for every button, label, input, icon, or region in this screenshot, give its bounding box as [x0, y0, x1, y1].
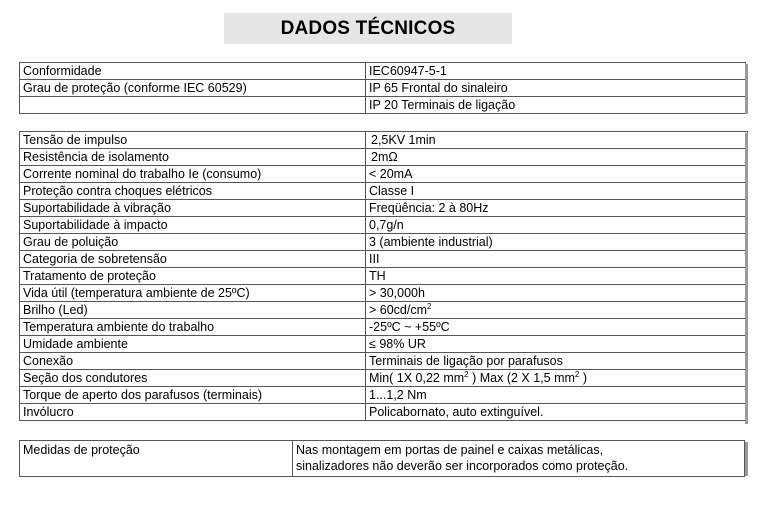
- table-row: [20, 251, 748, 268]
- section-max: ) Max (2 X 1,5 mm: [468, 371, 575, 385]
- table-row: [20, 387, 748, 404]
- table-row: [20, 97, 746, 114]
- row-value: Terminais de ligação por parafusos: [366, 353, 748, 370]
- row-label: Medidas de proteção: [20, 441, 293, 477]
- table-row: [20, 336, 748, 353]
- table-row: [20, 353, 748, 370]
- table-row: [20, 268, 748, 285]
- table-row: [20, 166, 748, 183]
- row-label: Tratamento de proteção: [20, 268, 366, 285]
- row-label: [20, 97, 366, 114]
- row-value: < 20mA: [366, 166, 748, 183]
- page-title: DADOS TÉCNICOS: [280, 17, 456, 39]
- table-row: [20, 132, 748, 149]
- row-label: Conexão: [20, 353, 366, 370]
- row-label: Grau de proteção (conforme IEC 60529): [20, 80, 366, 97]
- superscript: 2: [574, 370, 580, 379]
- row-label: Resistência de isolamento: [20, 149, 366, 166]
- table-row: [20, 285, 748, 302]
- row-label: Vida útil (temperatura ambiente de 25ºC): [20, 285, 366, 302]
- row-label: Suportabilidade à vibração: [20, 200, 366, 217]
- table-row: [20, 234, 748, 251]
- row-value: [366, 370, 748, 387]
- table-shadow: [745, 133, 748, 424]
- protection-line-1: Nas montagem em portas de painel e caixas metálicas,: [296, 443, 604, 457]
- protection-table: [19, 440, 745, 477]
- row-value: 2,5KV 1min: [366, 132, 748, 149]
- row-label: Proteção contra choques elétricos: [20, 183, 366, 200]
- row-value: [293, 441, 745, 477]
- table-row: [20, 80, 746, 97]
- title-banner: [224, 13, 512, 44]
- section-min: Min( 1X 0,22 mm: [369, 371, 465, 385]
- superscript: 2: [464, 370, 469, 379]
- row-value: -25ºC ~ +55ºC: [366, 319, 748, 336]
- protection-line-2: sinalizadores não deverão ser incorporados como proteção.: [296, 459, 629, 473]
- row-label: Brilho (Led): [20, 302, 366, 319]
- table-row: [20, 319, 748, 336]
- table-row: [20, 200, 748, 217]
- row-value: 3 (ambiente industrial): [366, 234, 748, 251]
- row-value: Classe I: [366, 183, 748, 200]
- row-label: Torque de aperto dos parafusos (terminais): [20, 387, 366, 404]
- row-value: Freqüência: 2 à 80Hz: [366, 200, 748, 217]
- table-shadow: [745, 442, 748, 476]
- table-row: [20, 63, 746, 80]
- table-row: [20, 183, 748, 200]
- row-label: Corrente nominal do trabalho Ie (consumo): [20, 166, 366, 183]
- row-label: Conformidade: [20, 63, 366, 80]
- row-value: ≤ 98% UR: [366, 336, 748, 353]
- row-label: Tensão de impulso: [20, 132, 366, 149]
- table-shadow: [745, 64, 748, 114]
- row-value: 0,7g/n: [366, 217, 748, 234]
- row-value: TH: [366, 268, 748, 285]
- row-value: IP 20 Terminais de ligação: [366, 97, 746, 114]
- row-label: Umidade ambiente: [20, 336, 366, 353]
- row-value: IEC60947-5-1: [366, 63, 746, 80]
- table-row: [20, 217, 748, 234]
- row-value: [366, 302, 748, 319]
- row-label: Seção dos condutores: [20, 370, 366, 387]
- superscript: 2: [427, 302, 432, 311]
- table-row: [20, 404, 748, 421]
- row-value: 1...1,2 Nm: [366, 387, 748, 404]
- row-label: Suportabilidade à impacto: [20, 217, 366, 234]
- row-label: Temperatura ambiente do trabalho: [20, 319, 366, 336]
- row-value: > 30,000h: [366, 285, 748, 302]
- row-value: III: [366, 251, 748, 268]
- row-value: Policabornato, auto extinguível.: [366, 404, 748, 421]
- row-value: 2mΩ: [366, 149, 748, 166]
- row-label: Invólucro: [20, 404, 366, 421]
- table-row: [20, 370, 748, 387]
- row-label: Categoria de sobretensão: [20, 251, 366, 268]
- row-value: IP 65 Frontal do sinaleiro: [366, 80, 746, 97]
- table-row: [20, 149, 748, 166]
- brightness-value: > 60cd/cm: [369, 303, 428, 317]
- table-row: [20, 441, 745, 477]
- specifications-table: [19, 131, 748, 421]
- conformity-table: [19, 62, 746, 114]
- row-label: Grau de poluição: [20, 234, 366, 251]
- section-close: ): [579, 371, 587, 385]
- table-row: [20, 302, 748, 319]
